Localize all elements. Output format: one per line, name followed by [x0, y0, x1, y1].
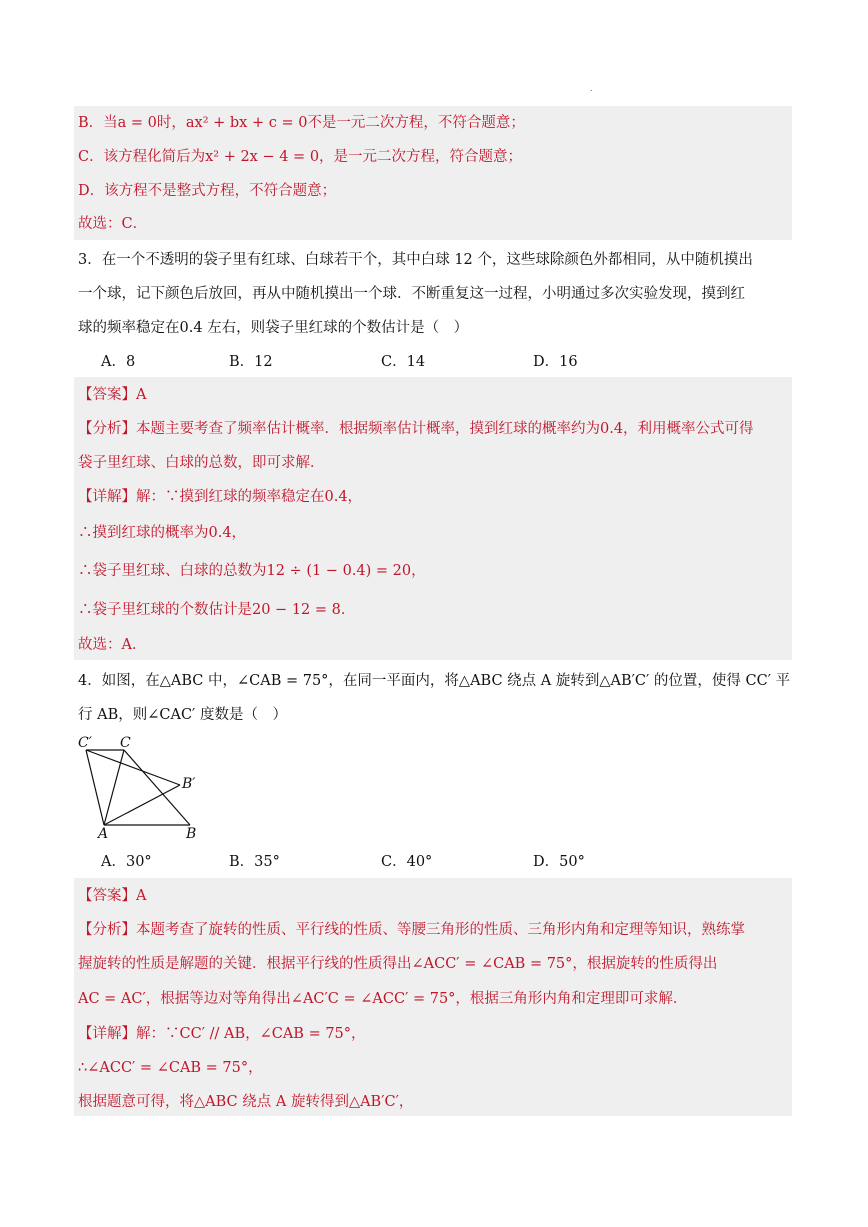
- q3-detail-line-3: ∴袋子里红球、白球的总数为12 ÷ (1 − 0.4) = 20，: [78, 563, 426, 579]
- q3-answer: 【答案】A: [78, 387, 147, 403]
- q3-stem-line-3: 球的频率稳定在0.4 左右，则袋子里红球的个数估计是（ ）: [78, 320, 469, 336]
- q3-detail-line-4: ∴袋子里红球的个数估计是20 − 12 = 8．: [78, 602, 356, 618]
- segment-a-b-prime: [104, 785, 180, 825]
- segment-c-a: [104, 750, 124, 825]
- q3-option-c: C．14: [381, 354, 426, 370]
- q3-stem-line-2: 一个球，记下颜色后放回，再从中随机摸出一个球．不断重复这一过程，小明通过多次实验发现，摸到红: [78, 286, 745, 302]
- q3-conclusion: 故选：A．: [78, 637, 147, 653]
- q3-analysis-line-1: 【分析】本题主要考查了频率估计概率．根据频率估计概率，摸到红球的概率约为0.4，利用概率公式可得: [78, 421, 754, 437]
- q3-option-d: D．16: [533, 354, 578, 370]
- q3-analysis-line-2: 袋子里红球、白球的总数，即可求解．: [78, 455, 325, 471]
- q2-solution-line-b: B．当a = 0时，ax² + bx + c = 0不是一元二次方程，不符合题意；: [78, 115, 525, 131]
- q4-geometry-figure: [74, 732, 208, 840]
- q4-option-b: B．35°: [229, 854, 280, 870]
- page-mark: .: [590, 84, 593, 93]
- q4-option-a: A．30°: [101, 854, 152, 870]
- label-b: B: [186, 826, 197, 840]
- segment-c-prime-a: [86, 750, 104, 825]
- q2-solution-line-d: D．该方程不是整式方程，不符合题意；: [78, 183, 337, 199]
- q4-analysis-line-1: 【分析】本题考查了旋转的性质、平行线的性质、等腰三角形的性质、三角形内角和定理等知识，熟练掌: [78, 922, 745, 938]
- q4-stem-line-2: 行 AB，则∠CAC′ 度数是（ ）: [78, 707, 287, 723]
- q3-option-b: B．12: [229, 354, 273, 370]
- q4-detail-line-2: ∴∠ACC′ = ∠CAB = 75°，: [78, 1060, 263, 1076]
- segment-c-prime-b-prime: [86, 750, 180, 785]
- q3-option-a: A．8: [101, 354, 136, 370]
- q2-solution-conclusion: 故选：C．: [78, 216, 148, 232]
- q3-detail-line-2: ∴摸到红球的概率为0.4，: [78, 525, 247, 541]
- q4-analysis-line-2: 握旋转的性质是解题的关键．根据平行线的性质得出∠ACC′ = ∠CAB = 75°，根据旋转的性质得出: [78, 956, 718, 972]
- q4-detail-line-3: 根据题意可得，将△ABC 绕点 A 旋转得到△AB′C′，: [78, 1094, 414, 1110]
- q3-stem-line-1: 3．在一个不透明的袋子里有红球、白球若干个，其中白球 12 个，这些球除颜色外都相同，从中随机摸出: [78, 252, 753, 268]
- label-c-prime: C′: [78, 735, 92, 751]
- label-c: C: [120, 735, 131, 751]
- q4-detail-line-1: 【详解】解：∵CC′ // AB，∠CAB = 75°，: [78, 1026, 366, 1042]
- q4-option-d: D．50°: [533, 854, 585, 870]
- label-a: A: [98, 826, 109, 840]
- q4-analysis-line-3: AC = AC′，根据等边对等角得出∠AC′C = ∠ACC′ = 75°，根据三角形内角和定理即可求解．: [78, 991, 688, 1007]
- q3-detail-line-1: 【详解】解：∵摸到红球的频率稳定在0.4，: [78, 489, 363, 505]
- q4-stem-line-1: 4．如图，在△ABC 中，∠CAB = 75°，在同一平面内，将△ABC 绕点 A 旋转到△AB′C′ 的位置，使得 CC′ 平: [78, 673, 791, 689]
- q4-answer: 【答案】A: [78, 888, 147, 904]
- segment-c-b: [124, 750, 190, 825]
- label-b-prime: B′: [182, 776, 196, 792]
- q4-option-c: C．40°: [381, 854, 433, 870]
- q2-solution-line-c: C．该方程化简后为x² + 2x − 4 = 0，是一元二次方程，符合题意；: [78, 149, 523, 165]
